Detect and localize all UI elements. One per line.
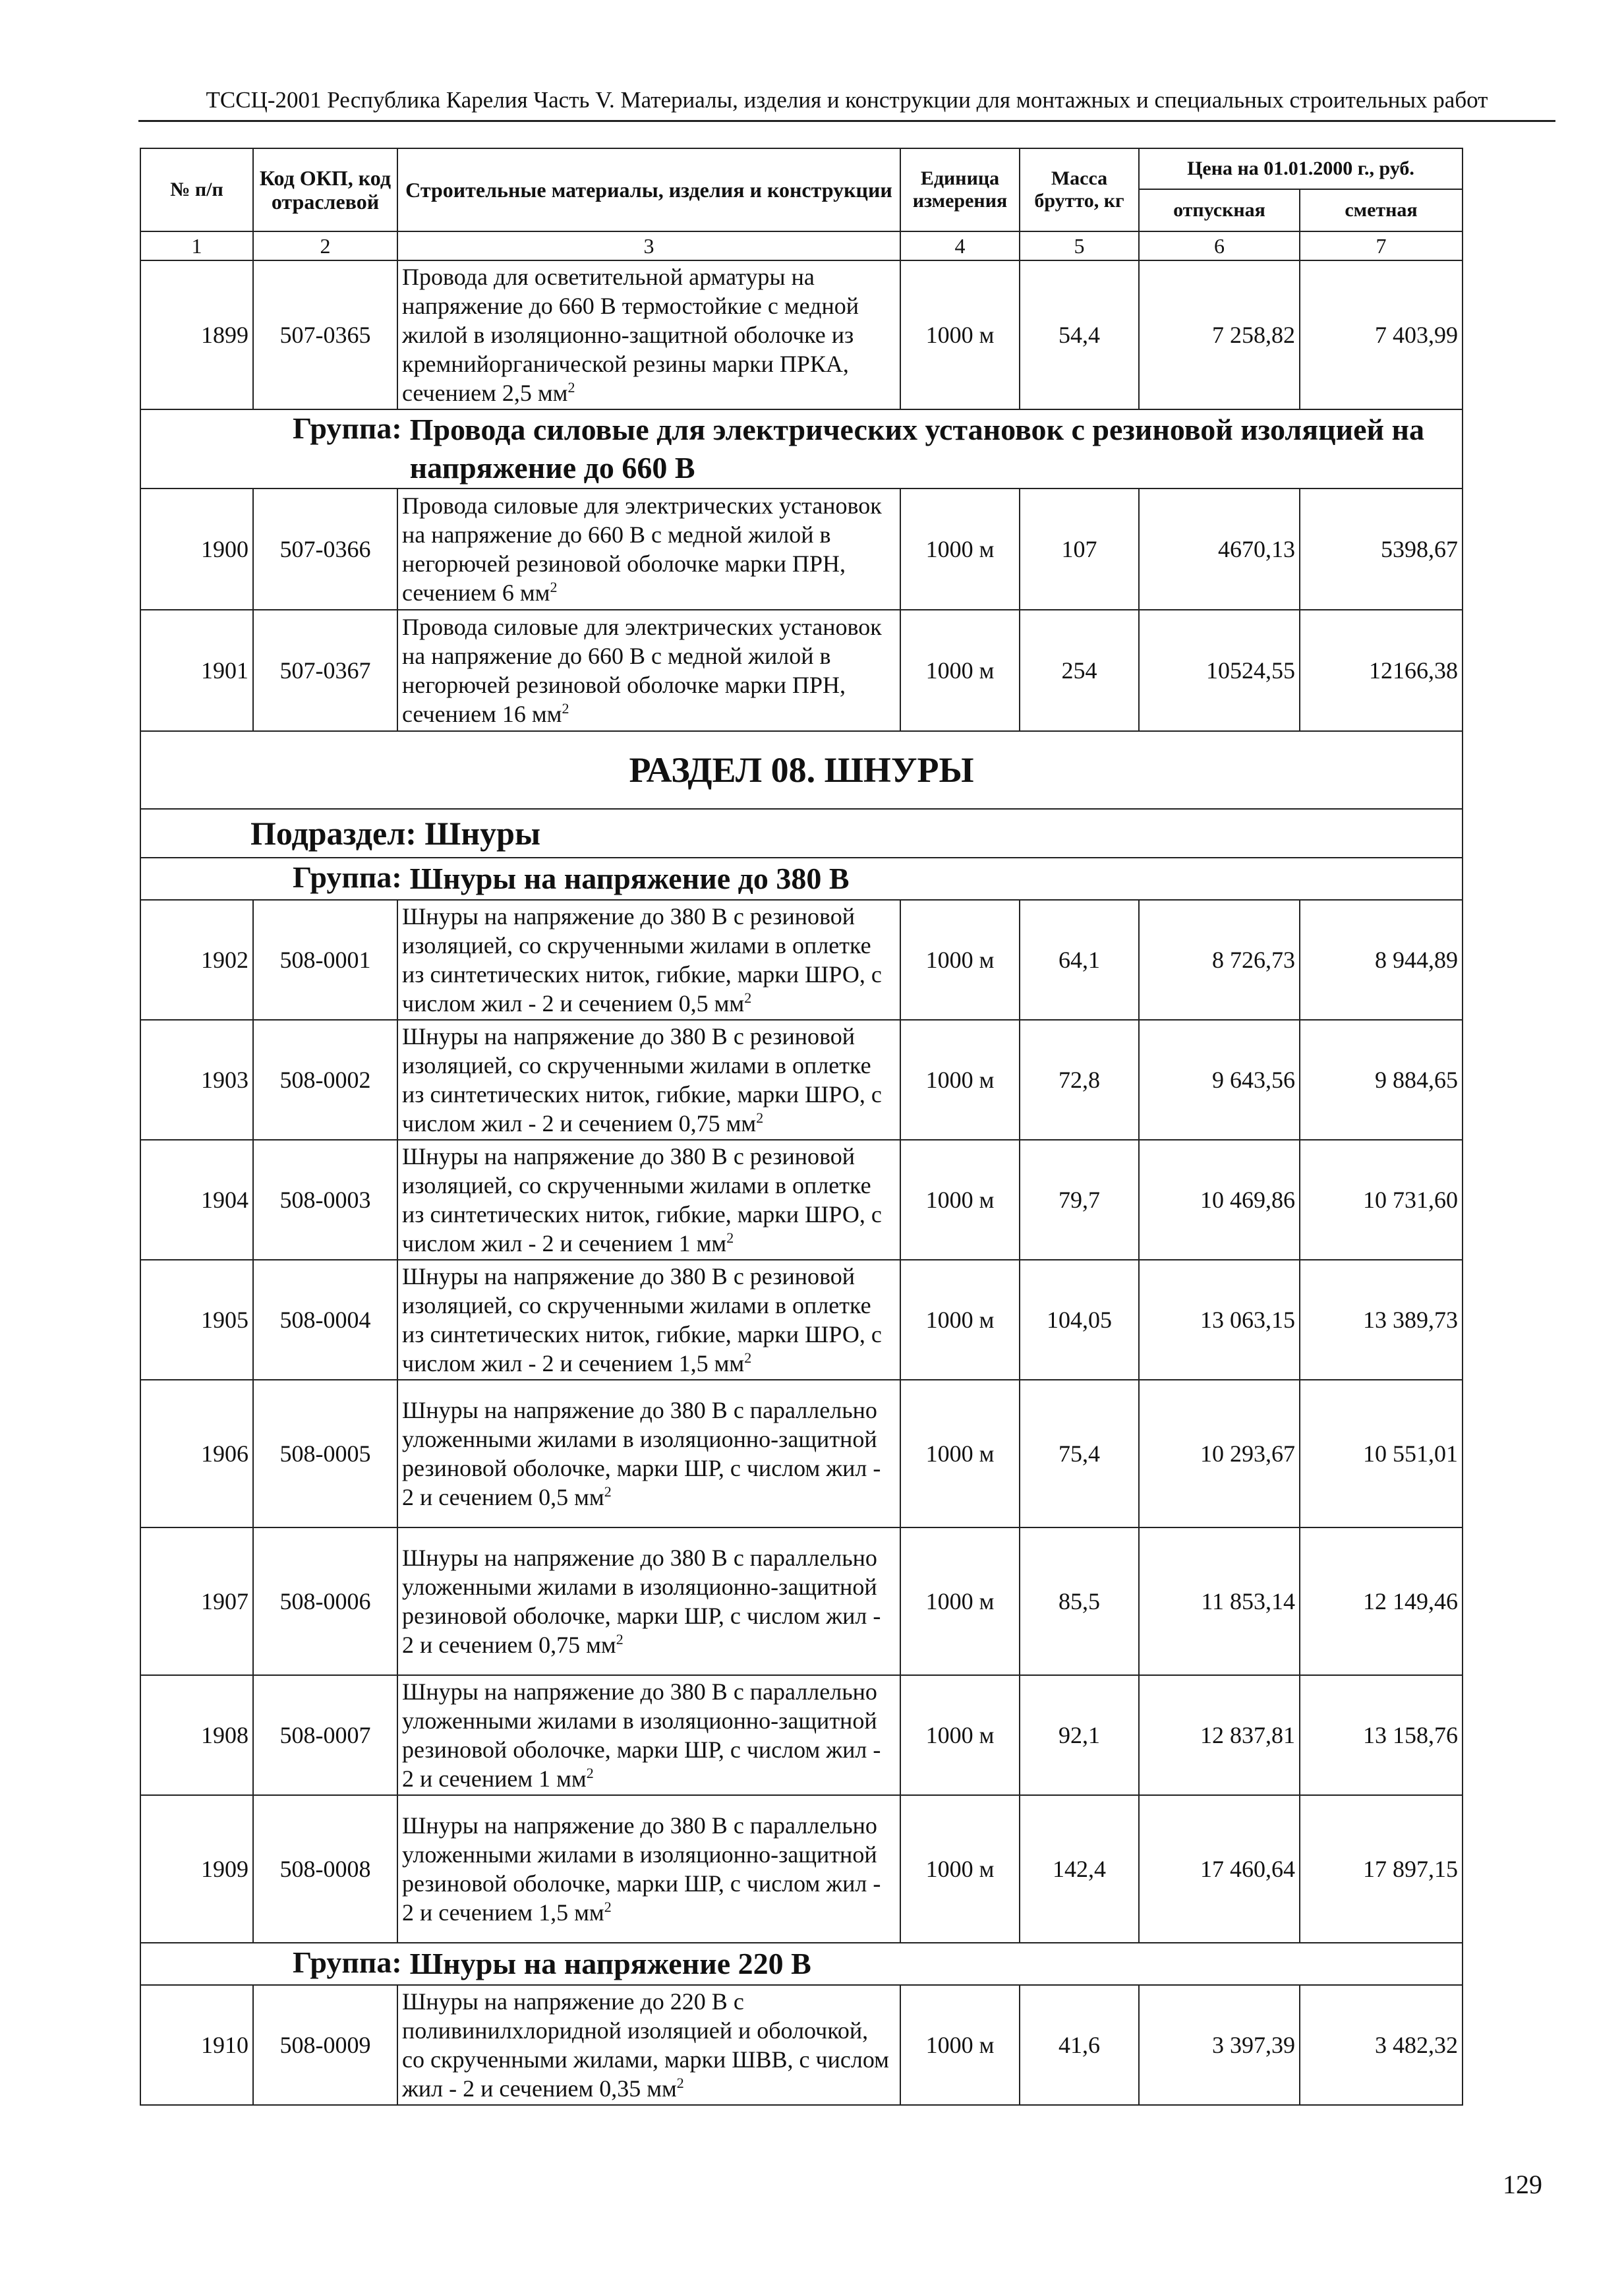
row-mass: 107	[1020, 489, 1139, 610]
header-unit: Единица измерения	[900, 148, 1020, 231]
description-text: Шнуры на напряжение до 380 В с параллельно уложенными жилами в изоляционно-защитной резиновой оболочке, марки ШР, с числом жил - 2 и сечением 1,5 мм	[402, 1812, 881, 1926]
superscript: 2	[586, 1765, 594, 1781]
row-price-estimate: 13 158,76	[1300, 1675, 1463, 1795]
group-title: Провода силовые для электрических установок с резиновой изоляцией на напряжение до 660 В	[409, 413, 1425, 485]
row-code: 508-0007	[253, 1675, 397, 1795]
row-mass: 79,7	[1020, 1140, 1139, 1260]
header-mass: Масса брутто, кг	[1020, 148, 1139, 231]
group-label: Группа:	[293, 411, 402, 445]
row-description	[397, 260, 900, 409]
superscript: 2	[550, 579, 558, 595]
row-mass: 64,1	[1020, 900, 1139, 1020]
row-code: 508-0003	[253, 1140, 397, 1260]
row-price-estimate: 9 884,65	[1300, 1020, 1463, 1140]
row-mass: 54,4	[1020, 260, 1139, 409]
row-number: 1901	[140, 610, 253, 731]
row-description	[397, 1675, 900, 1795]
row-unit: 1000 м	[900, 1140, 1020, 1260]
header-name: Строительные материалы, изделия и конструкции	[397, 148, 900, 231]
row-mass: 75,4	[1020, 1380, 1139, 1527]
row-price-estimate: 12 149,46	[1300, 1527, 1463, 1675]
row-mass: 92,1	[1020, 1675, 1139, 1795]
row-price-estimate: 17 897,15	[1300, 1795, 1463, 1943]
column-number: 2	[253, 231, 397, 260]
header-price-release: отпускная	[1139, 189, 1300, 231]
row-description	[397, 1020, 900, 1140]
header-price-estimate: сметная	[1300, 189, 1463, 231]
group-title: Шнуры на напряжение 220 В	[409, 1947, 811, 1980]
row-number: 1906	[140, 1380, 253, 1527]
table-row	[140, 1985, 1463, 2105]
row-code: 508-0008	[253, 1795, 397, 1943]
row-price-estimate: 5398,67	[1300, 489, 1463, 610]
row-price-release: 17 460,64	[1139, 1795, 1300, 1943]
row-price-estimate: 10 731,60	[1300, 1140, 1463, 1260]
row-price-release: 7 258,82	[1139, 260, 1300, 409]
row-price-release: 10 469,86	[1139, 1140, 1300, 1260]
description-text: Шнуры на напряжение до 380 В с резиновой изоляцией, со скрученными жилами в оплетке из синтетических ниток, гибкие, марки ШРО, с числом жил - 2 и сечением 1,5 мм	[402, 1263, 882, 1377]
row-code: 508-0002	[253, 1020, 397, 1140]
table-row	[140, 1140, 1463, 1260]
column-number: 3	[397, 231, 900, 260]
row-number: 1909	[140, 1795, 253, 1943]
header-num: № п/п	[140, 148, 253, 231]
row-mass: 254	[1020, 610, 1139, 731]
row-unit: 1000 м	[900, 1795, 1020, 1943]
description-text: Провода силовые для электрических установок на напряжение до 660 В с медной жилой в негорючей резиновой оболочке марки ПРН, сечением 6 мм	[402, 492, 882, 606]
row-price-release: 13 063,15	[1139, 1260, 1300, 1380]
row-price-release: 10524,55	[1139, 610, 1300, 731]
description-text: Шнуры на напряжение до 380 В с параллельно уложенными жилами в изоляционно-защитной резиновой оболочке, марки ШР, с числом жил - 2 и сечением 1 мм	[402, 1678, 881, 1792]
row-number: 1905	[140, 1260, 253, 1380]
description-text: Шнуры на напряжение до 380 В с параллельно уложенными жилами в изоляционно-защитной резиновой оболочке, марки ШР, с числом жил - 2 и сечением 0,5 мм	[402, 1397, 881, 1510]
subsection-title-row	[140, 809, 1463, 858]
row-unit: 1000 м	[900, 489, 1020, 610]
table-row	[140, 1260, 1463, 1380]
row-price-release: 12 837,81	[1139, 1675, 1300, 1795]
group-cell	[140, 858, 1463, 900]
row-code: 508-0005	[253, 1380, 397, 1527]
row-unit: 1000 м	[900, 1020, 1020, 1140]
table-row	[140, 260, 1463, 409]
superscript: 2	[756, 1110, 764, 1126]
row-code: 508-0004	[253, 1260, 397, 1380]
group-row	[140, 858, 1463, 900]
row-description	[397, 1260, 900, 1380]
row-price-estimate: 10 551,01	[1300, 1380, 1463, 1527]
row-price-release: 4670,13	[1139, 489, 1300, 610]
row-description	[397, 1795, 900, 1943]
column-number: 4	[900, 231, 1020, 260]
row-number: 1899	[140, 260, 253, 409]
row-number: 1907	[140, 1527, 253, 1675]
superscript: 2	[676, 2075, 684, 2091]
superscript: 2	[744, 990, 752, 1006]
group-heading	[141, 1945, 1462, 1983]
row-price-estimate: 12166,38	[1300, 610, 1463, 731]
header-price: Цена на 01.01.2000 г., руб.	[1139, 148, 1463, 189]
row-number: 1900	[140, 489, 253, 610]
group-heading	[141, 860, 1462, 898]
header-rule	[138, 120, 1555, 122]
row-unit: 1000 м	[900, 900, 1020, 1020]
row-price-estimate: 8 944,89	[1300, 900, 1463, 1020]
row-mass: 142,4	[1020, 1795, 1139, 1943]
row-number: 1908	[140, 1675, 253, 1795]
group-label: Группа:	[293, 1945, 402, 1979]
row-unit: 1000 м	[900, 1260, 1020, 1380]
description-text: Шнуры на напряжение до 380 В с резиновой изоляцией, со скрученными жилами в оплетке из синтетических ниток, гибкие, марки ШРО, с числом жил - 2 и сечением 0,75 мм	[402, 1023, 882, 1137]
table-row	[140, 1527, 1463, 1675]
superscript: 2	[726, 1229, 734, 1246]
group-heading	[141, 411, 1462, 487]
row-unit: 1000 м	[900, 610, 1020, 731]
row-code: 508-0001	[253, 900, 397, 1020]
table-row	[140, 1020, 1463, 1140]
row-description	[397, 1985, 900, 2105]
row-price-estimate: 3 482,32	[1300, 1985, 1463, 2105]
superscript: 2	[567, 379, 575, 396]
section-title-row	[140, 731, 1463, 809]
table-row	[140, 1795, 1463, 1943]
group-label: Группа:	[293, 860, 402, 894]
description-text: Шнуры на напряжение до 380 В с резиновой изоляцией, со скрученными жилами в оплетке из синтетических ниток, гибкие, марки ШРО, с числом жил - 2 и сечением 1 мм	[402, 1143, 882, 1257]
description-text: Провода силовые для электрических установок на напряжение до 660 В с медной жилой в негорючей резиновой оболочке марки ПРН, сечением 16 мм	[402, 614, 882, 727]
row-description	[397, 610, 900, 731]
page-number: 129	[1503, 2170, 1542, 2199]
superscript: 2	[562, 700, 569, 717]
superscript: 2	[616, 1631, 624, 1647]
superscript: 2	[604, 1483, 612, 1500]
table-row	[140, 900, 1463, 1020]
column-number: 5	[1020, 231, 1139, 260]
description-text: Провода для осветительной арматуры на напряжение до 660 В термостойкие с медной жилой в изоляционно-защитной оболочке из кремнийорганической резины марки ПРКА, сечением 2,5 мм	[402, 264, 859, 406]
table-row	[140, 489, 1463, 610]
row-unit: 1000 м	[900, 260, 1020, 409]
row-number: 1903	[140, 1020, 253, 1140]
row-mass: 72,8	[1020, 1020, 1139, 1140]
column-number-row	[140, 231, 1463, 260]
row-code: 508-0006	[253, 1527, 397, 1675]
row-number: 1904	[140, 1140, 253, 1260]
section-title: РАЗДЕЛ 08. ШНУРЫ	[140, 731, 1463, 809]
row-price-release: 10 293,67	[1139, 1380, 1300, 1527]
group-row	[140, 1943, 1463, 1985]
superscript: 2	[604, 1899, 612, 1915]
group-cell	[140, 1943, 1463, 1985]
column-number: 1	[140, 231, 253, 260]
row-description	[397, 489, 900, 610]
row-unit: 1000 м	[900, 1675, 1020, 1795]
row-price-estimate: 13 389,73	[1300, 1260, 1463, 1380]
row-code: 507-0365	[253, 260, 397, 409]
superscript: 2	[744, 1349, 752, 1366]
row-price-release: 11 853,14	[1139, 1527, 1300, 1675]
row-number: 1910	[140, 1985, 253, 2105]
table-row	[140, 1380, 1463, 1527]
table-row	[140, 1675, 1463, 1795]
row-unit: 1000 м	[900, 1527, 1020, 1675]
row-mass: 85,5	[1020, 1527, 1139, 1675]
group-title: Шнуры на напряжение до 380 В	[409, 862, 850, 895]
group-cell	[140, 409, 1463, 489]
row-description	[397, 900, 900, 1020]
row-description	[397, 1380, 900, 1527]
row-price-release: 8 726,73	[1139, 900, 1300, 1020]
row-price-release: 9 643,56	[1139, 1020, 1300, 1140]
description-text: Шнуры на напряжение до 380 В с резиновой изоляцией, со скрученными жилами в оплетке из синтетических ниток, гибкие, марки ШРО, с числом жил - 2 и сечением 0,5 мм	[402, 903, 882, 1017]
row-code: 508-0009	[253, 1985, 397, 2105]
row-code: 507-0367	[253, 610, 397, 731]
row-unit: 1000 м	[900, 1380, 1020, 1527]
row-unit: 1000 м	[900, 1985, 1020, 2105]
row-mass: 104,05	[1020, 1260, 1139, 1380]
page-header: ТССЦ-2001 Республика Карелия Часть V. Материалы, изделия и конструкции для монтажных и специальных строительных работ	[206, 87, 1488, 113]
group-row	[140, 409, 1463, 489]
row-description	[397, 1140, 900, 1260]
description-text: Шнуры на напряжение до 220 В с поливинилхлоридной изоляцией и оболочкой, со скрученными жилами, марки ШВВ, с числом жил - 2 и сечением 0,35 мм	[402, 1988, 889, 2102]
column-number: 7	[1300, 231, 1463, 260]
row-price-release: 3 397,39	[1139, 1985, 1300, 2105]
row-code: 507-0366	[253, 489, 397, 610]
subsection-title: Подраздел: Шнуры	[140, 809, 1463, 858]
row-mass: 41,6	[1020, 1985, 1139, 2105]
row-price-estimate: 7 403,99	[1300, 260, 1463, 409]
column-number: 6	[1139, 231, 1300, 260]
header-code: Код ОКП, код отраслевой	[253, 148, 397, 231]
materials-table	[140, 148, 1463, 2106]
row-description	[397, 1527, 900, 1675]
table-row	[140, 610, 1463, 731]
row-number: 1902	[140, 900, 253, 1020]
description-text: Шнуры на напряжение до 380 В с параллельно уложенными жилами в изоляционно-защитной резиновой оболочке, марки ШР, с числом жил - 2 и сечением 0,75 мм	[402, 1545, 881, 1658]
